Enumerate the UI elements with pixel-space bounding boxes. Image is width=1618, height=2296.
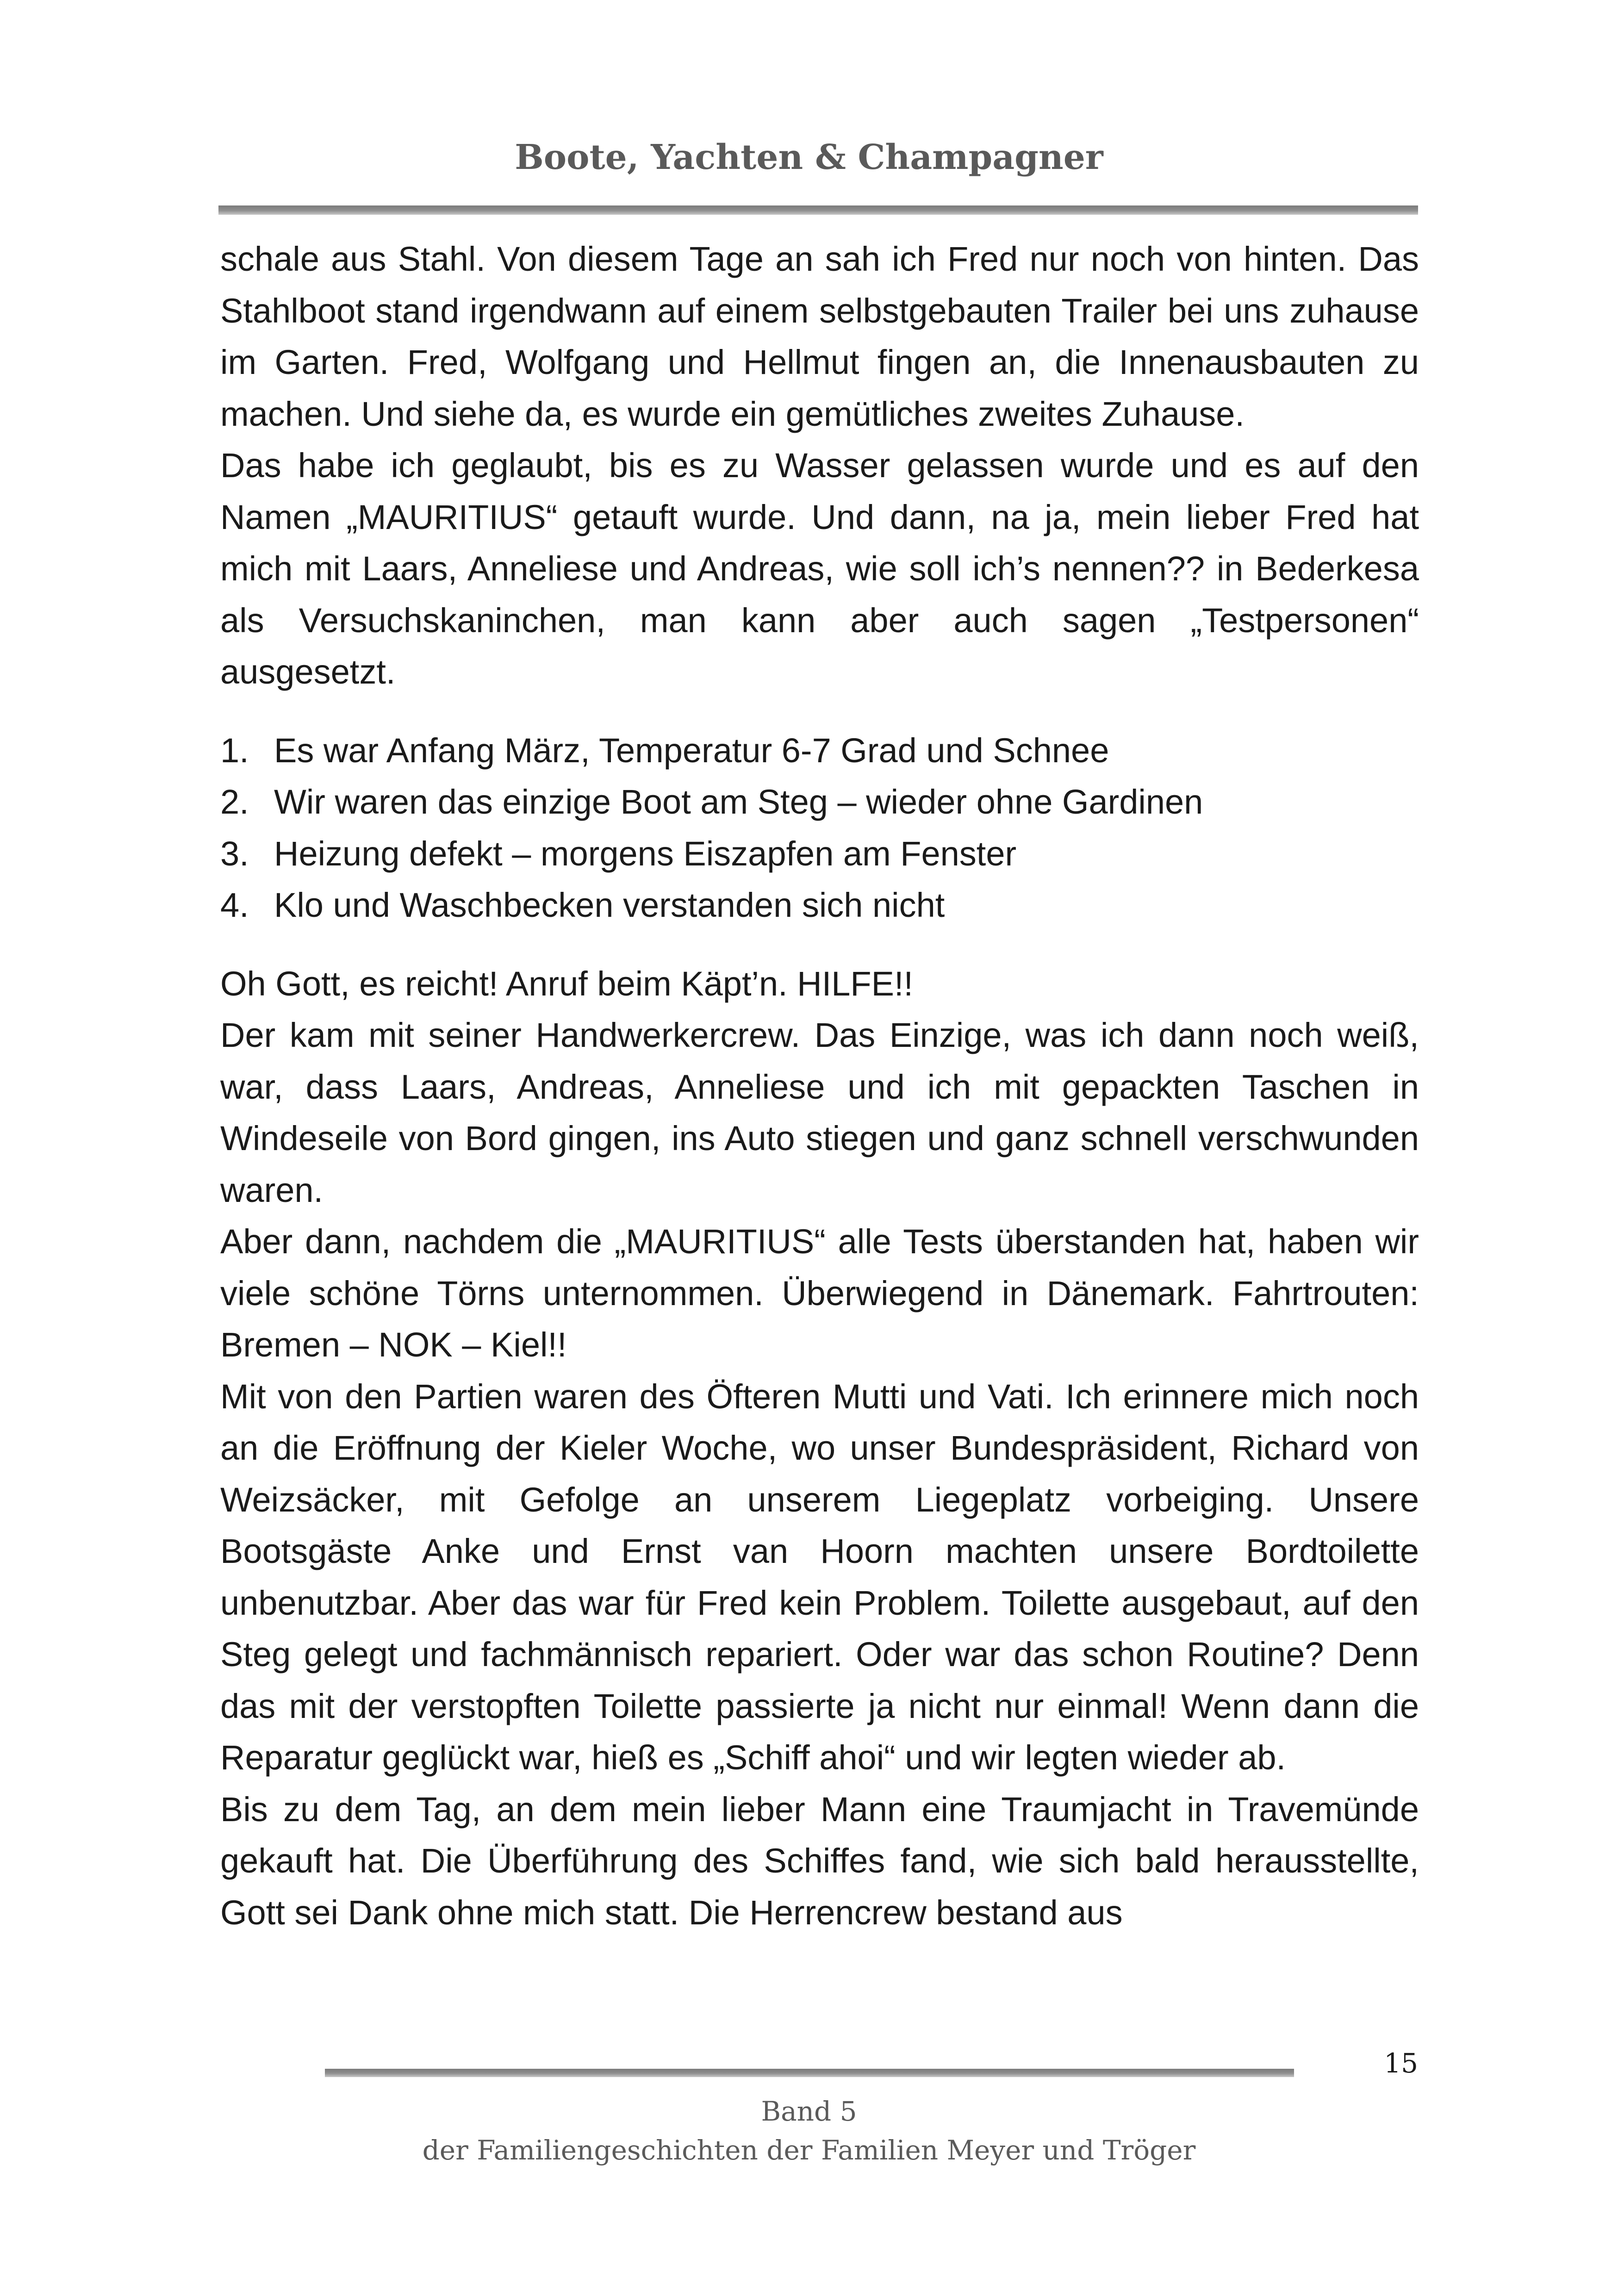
- numbered-list: [220, 725, 1419, 931]
- list-item-text: Heizung defekt – morgens Eiszapfen am Fenster: [274, 834, 1017, 873]
- body-paragraph: schale aus Stahl. Von diesem Tage an sah ich Fred nur noch von hinten. Das Stahlboot stand irgendwann auf einem selbstgebauten Trailer bei uns zuhause im Garten. Fred, Wolfgang und Hellmut fingen an, die Innenausbauten zu machen. Und siehe da, es wurde ein gemütliches zweites Zuhause.: [220, 240, 1419, 433]
- list-item-number: 3.: [220, 834, 249, 873]
- list-item: [220, 776, 1419, 828]
- list-item-number: 1.: [220, 731, 249, 770]
- list-item: [220, 879, 1419, 931]
- list-item-text: Es war Anfang März, Temperatur 6-7 Grad und Schnee: [274, 731, 1109, 770]
- running-header-title: Boote, Yachten & Champagner: [515, 137, 1103, 177]
- page-number: 15: [1384, 2047, 1418, 2079]
- body-paragraph: Aber dann, nachdem die „MAURITIUS“ alle Tests überstanden hat, haben wir viele schöne Törns unternommen. Überwiegend in Dänemark. Fahrtrouten: Bremen – NOK – Kiel!!: [220, 1222, 1419, 1364]
- body-paragraph: Der kam mit seiner Handwerkercrew. Das Einzige, was ich dann noch weiß, war, dass Laars, Andreas, Anneliese und ich mit gepackten Taschen in Windeseile von Bord gingen, ins Auto stiegen und ganz schnell verschwunden waren.: [220, 1016, 1419, 1209]
- list-item: [220, 828, 1419, 880]
- body-paragraph: Mit von den Partien waren des Öfteren Mutti und Vati. Ich erinnere mich noch an die Eröffnung der Kieler Woche, wo unser Bundespräsident, Richard von Weizsäcker, mit Gefolge an unserem Liegeplatz vorbeiging. Unsere Bootsgäste Anke und Ernst van Hoorn machten unsere Bordtoilette unbenutzbar. Aber das war für Fred kein Problem. Toilette ausgebaut, auf den Steg gelegt und fachmännisch repariert. Oder war das schon Routine? Denn das mit der verstopften Toilette passierte ja nicht nur einmal! Wenn dann die Reparatur geglückt war, hieß es „Schiff ahoi“ und wir legten wieder ab.: [220, 1377, 1419, 1777]
- list-item-number: 2.: [220, 783, 249, 821]
- footer-series-title: der Familiengeschichten der Familien Meyer und Tröger: [422, 2134, 1196, 2166]
- body-paragraph: Oh Gott, es reicht! Anruf beim Käpt’n. HILFE!!: [220, 964, 914, 1003]
- header-rule: [218, 205, 1418, 215]
- list-item-text: Wir waren das einzige Boot am Steg – wieder ohne Gardinen: [274, 783, 1203, 821]
- list-item-text: Klo und Waschbecken verstanden sich nicht: [274, 886, 945, 924]
- list-item-number: 4.: [220, 886, 249, 924]
- footer-rule: [325, 2069, 1294, 2077]
- page-body: [220, 233, 1419, 1938]
- body-paragraph: Bis zu dem Tag, an dem mein lieber Mann eine Traumjacht in Travemünde gekauft hat. Die Überführung des Schiffes fand, wie sich bald herausstellte, Gott sei Dank ohne mich statt. Die Herrencrew bestand aus: [220, 1790, 1419, 1932]
- list-item: [220, 725, 1419, 777]
- footer-volume: Band 5: [761, 2096, 857, 2127]
- body-paragraph: Das habe ich geglaubt, bis es zu Wasser gelassen wurde und es auf den Namen „MAURITIUS“ getauft wurde. Und dann, na ja, mein lieber Fred hat mich mit Laars, Anneliese und Andreas, wie soll ich’s nennen?? in Bederkesa als Versuchskaninchen, man kann aber auch sagen „Testpersonen“ ausgesetzt.: [220, 446, 1419, 691]
